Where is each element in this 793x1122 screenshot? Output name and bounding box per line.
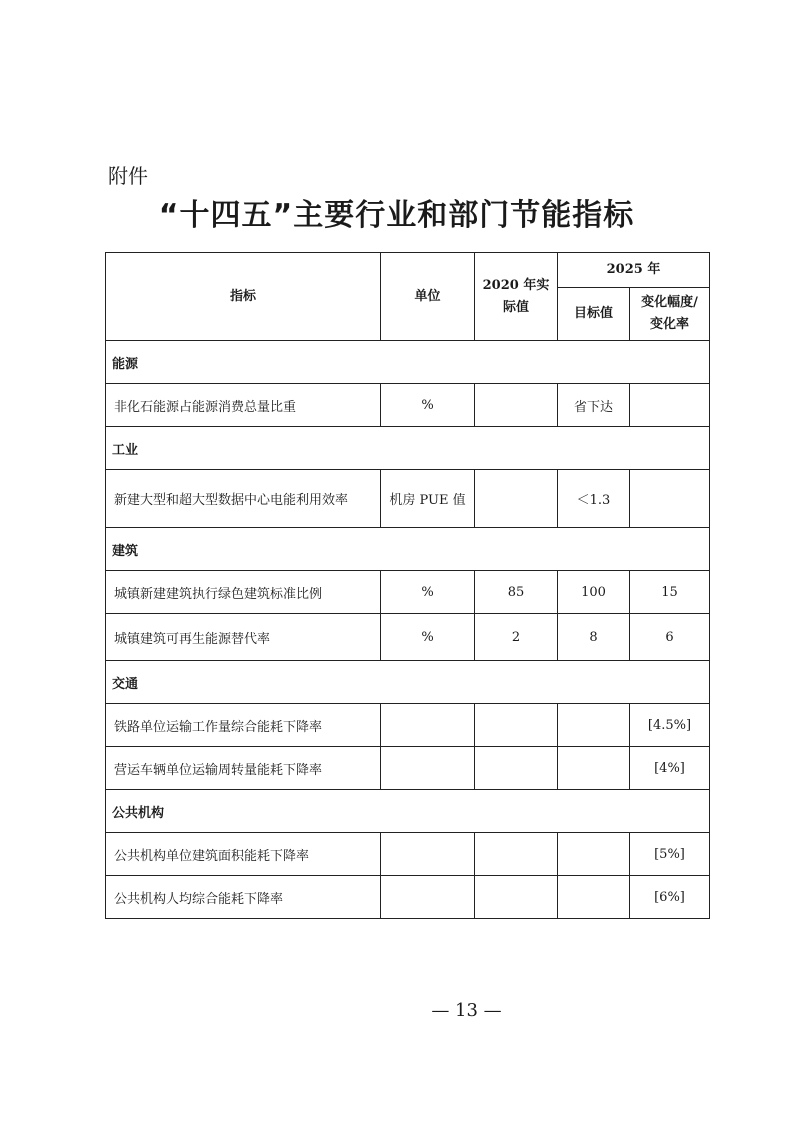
indicator-actual: 2 [475,614,558,661]
indicator-change: 6 [630,614,710,661]
table-row [106,470,710,528]
indicator-actual [475,747,558,790]
indicator-name: 新建大型和超大型数据中心电能利用效率 [106,470,381,528]
indicator-target: 8 [558,614,630,661]
indicator-actual: 85 [475,571,558,614]
indicator-name: 城镇新建建筑执行绿色建筑标准比例 [106,571,381,614]
indicator-table [105,252,710,919]
section-row [106,528,710,571]
indicator-change: [6%] [630,876,710,919]
header-target: 目标值 [558,288,630,341]
indicator-unit [381,704,475,747]
indicator-unit: % [381,571,475,614]
indicator-unit: % [381,614,475,661]
table-row [106,384,710,427]
table-row [106,571,710,614]
header-indicator: 指标 [106,253,381,341]
section-row [106,341,710,384]
indicator-unit [381,833,475,876]
page-title: “十四五”主要行业和部门节能指标 [158,198,635,233]
indicator-unit [381,876,475,919]
indicator-unit: 机房 PUE 值 [381,470,475,528]
indicator-target: 100 [558,571,630,614]
header-unit: 单位 [381,253,475,341]
indicator-actual [475,876,558,919]
indicator-name: 公共机构人均综合能耗下降率 [106,876,381,919]
indicator-change: [4.5%] [630,704,710,747]
section-row [106,661,710,704]
section-label: 交通 [106,661,710,704]
indicator-actual [475,833,558,876]
indicator-target: ＜1.3 [558,470,630,528]
indicator-change [630,384,710,427]
table-row [106,833,710,876]
header-change-line1: 变化幅度/ [641,295,698,310]
indicator-name: 铁路单位运输工作量综合能耗下降率 [106,704,381,747]
table-row [106,747,710,790]
section-label: 建筑 [106,528,710,571]
indicator-change: 15 [630,571,710,614]
section-label: 公共机构 [106,790,710,833]
table-row [106,614,710,661]
header-actual-2020 [475,253,558,341]
section-label: 工业 [106,427,710,470]
header-change [630,288,710,341]
indicator-actual [475,470,558,528]
indicator-change: [4%] [630,747,710,790]
indicator-unit [381,747,475,790]
table-header [106,253,710,341]
section-row [106,427,710,470]
header-actual-2020-line1: 2020 年实 [482,277,550,293]
indicator-actual [475,704,558,747]
section-row [106,790,710,833]
section-label: 能源 [106,341,710,384]
page-number: — 13 — [431,1000,502,1021]
indicator-unit: % [381,384,475,427]
indicator-name: 营运车辆单位运输周转量能耗下降率 [106,747,381,790]
indicator-target [558,704,630,747]
table-row [106,876,710,919]
indicator-name: 城镇建筑可再生能源替代率 [106,614,381,661]
indicator-name: 非化石能源占能源消费总量比重 [106,384,381,427]
header-2025: 2025 年 [558,253,710,288]
header-actual-2020-line2: 际值 [502,299,529,315]
indicator-change [630,470,710,528]
indicator-target [558,747,630,790]
indicator-name: 公共机构单位建筑面积能耗下降率 [106,833,381,876]
header-change-line2: 变化率 [649,317,689,332]
indicator-target: 省下达 [558,384,630,427]
indicator-actual [475,384,558,427]
indicator-target [558,833,630,876]
attachment-label: 附件 [108,164,148,188]
indicator-change: [5%] [630,833,710,876]
table-row [106,704,710,747]
indicator-target [558,876,630,919]
